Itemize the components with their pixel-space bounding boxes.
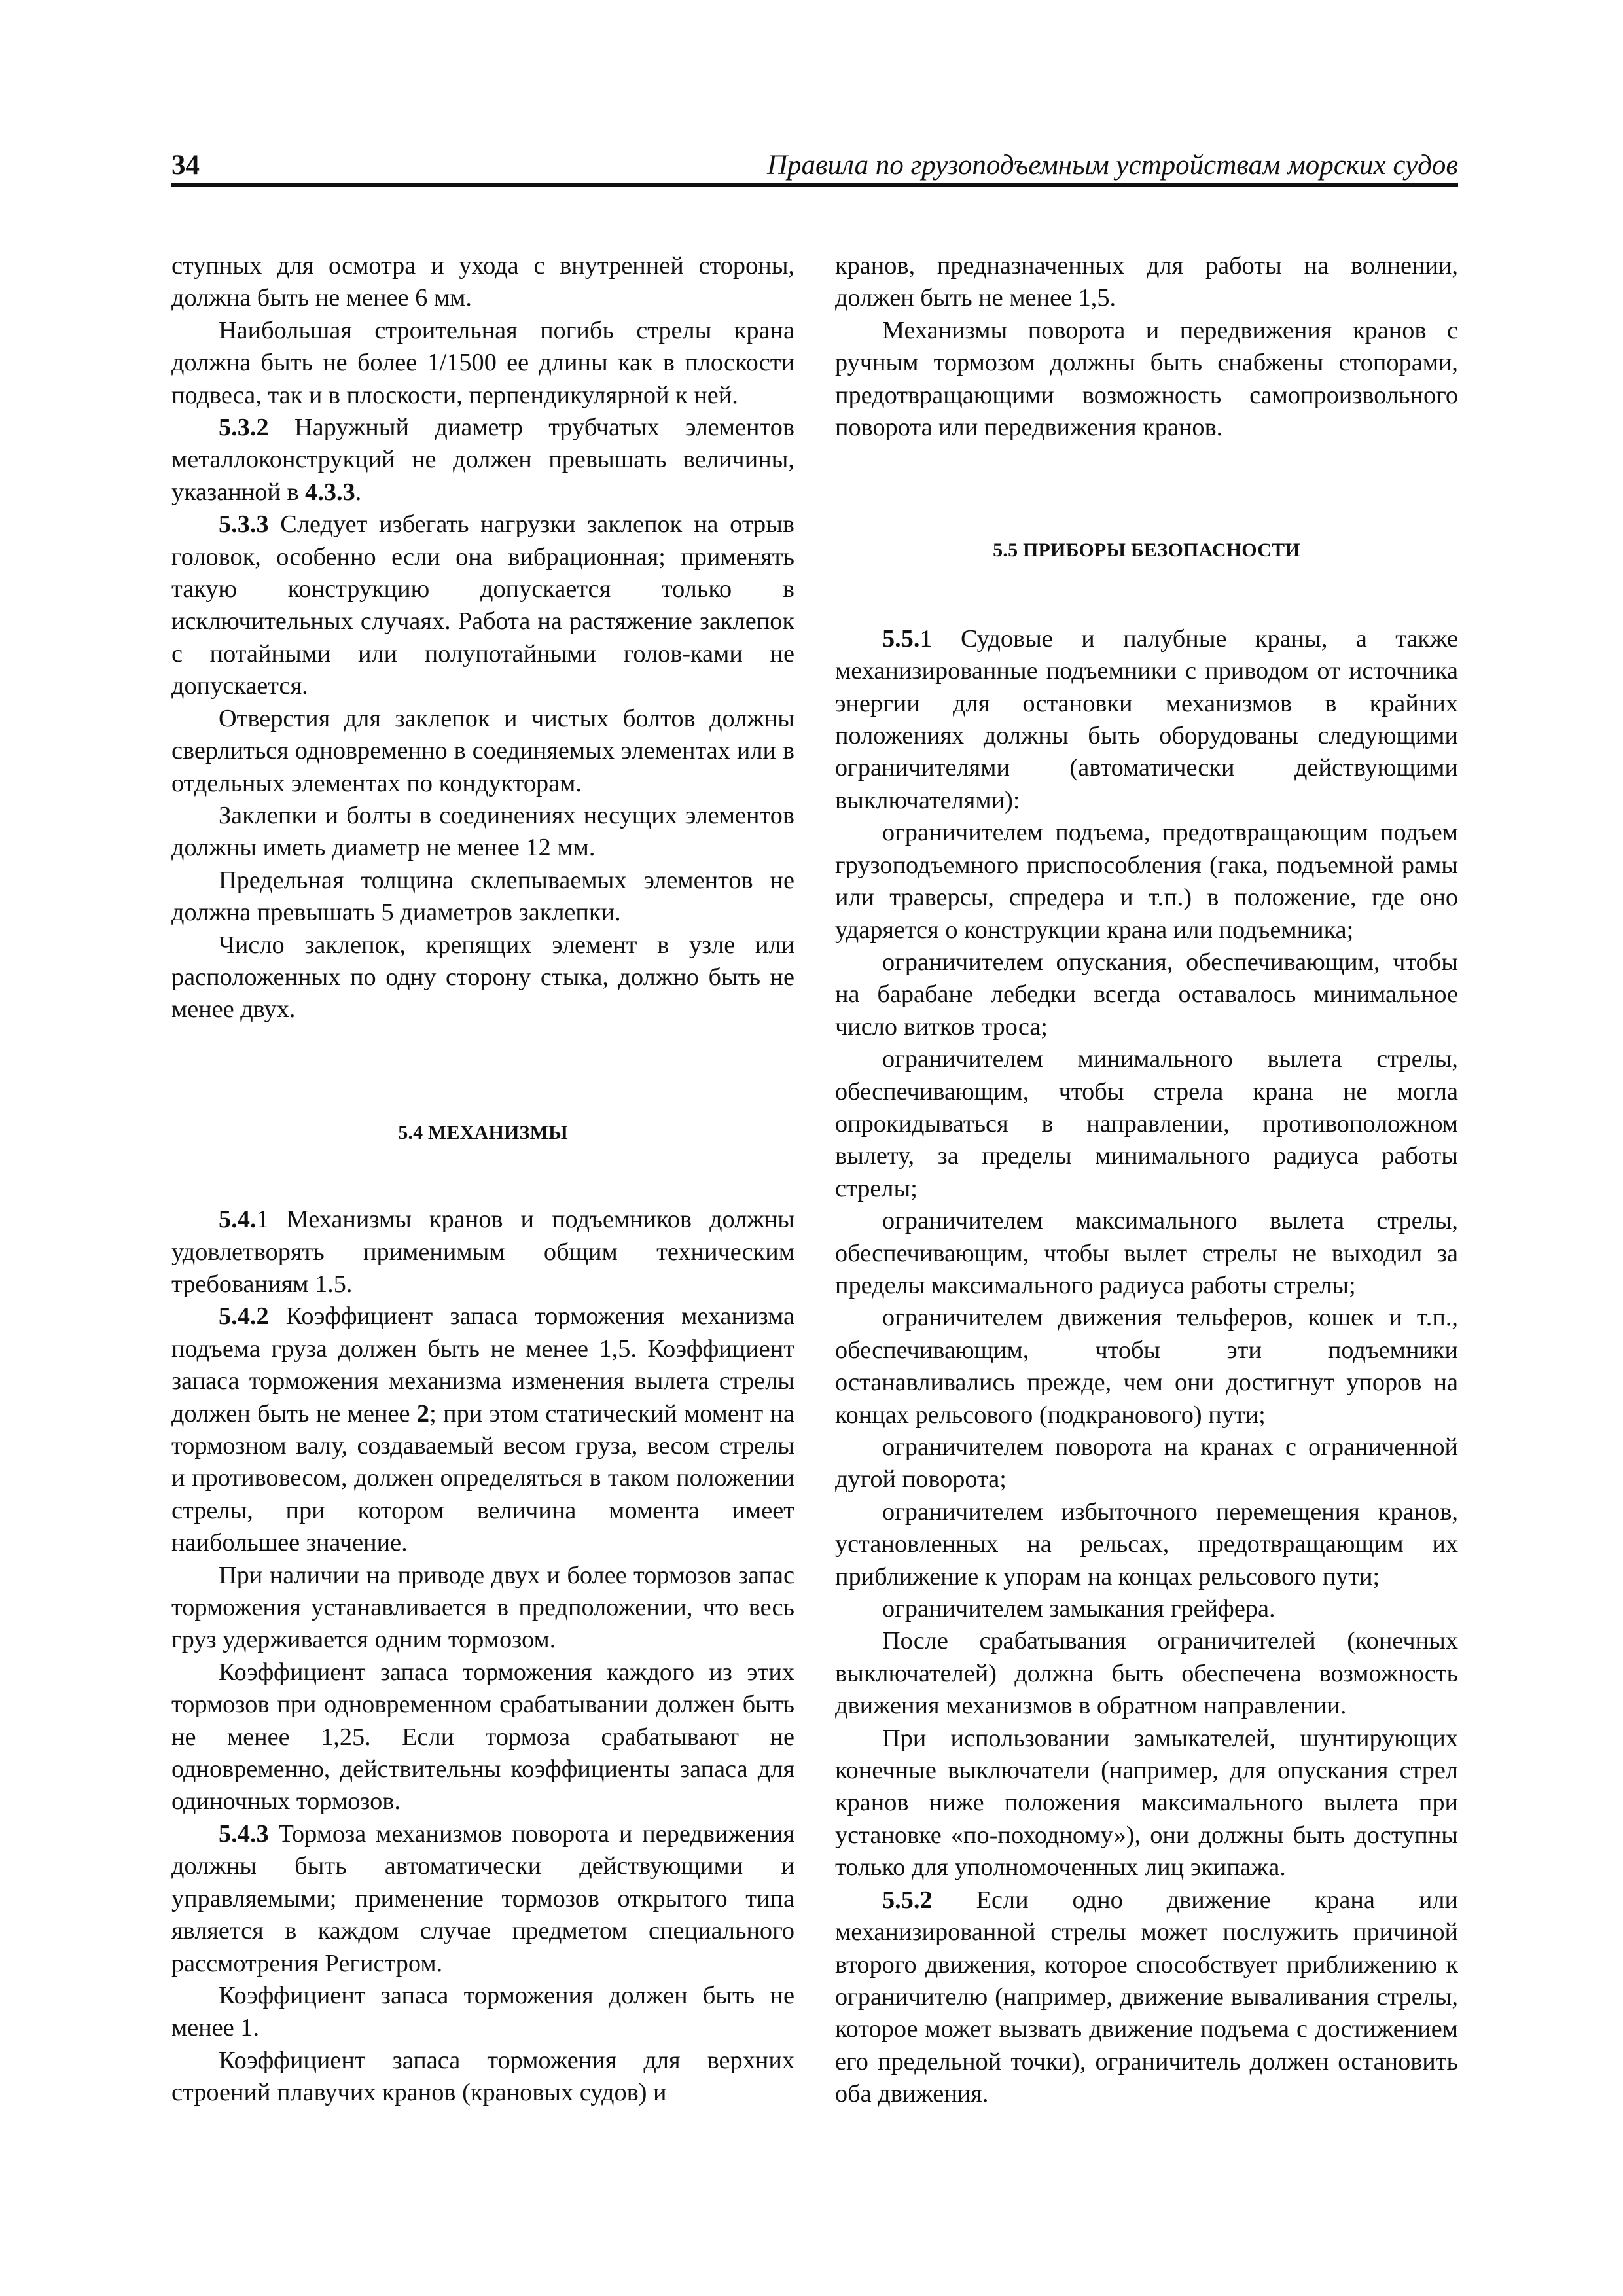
paragraph: Коэффициент запаса торможения должен быть не менее 1.: [171, 1981, 794, 2042]
paragraph: ступных для осмотра и ухода с внутренней стороны, должна быть не менее 6 мм.: [171, 252, 794, 312]
clause-number: 5.4.: [219, 1206, 257, 1234]
paragraph: После срабатывания ограничителей (конечных выключателей) должна быть обеспечена возможность движения механизмов в обратном направлении.: [835, 1627, 1458, 1720]
clause-5-5-2: [835, 1884, 1458, 2111]
paragraph: Отверстия для заклепок и чистых болтов должны сверлиться одновременно в соединяемых элементах или в отдельных элементах по кондукторам.: [171, 704, 794, 797]
right-column: [835, 250, 1458, 2111]
clause-text: 1 Судовые и палубные краны, а также механизированные подъемники с приводом от источника энергии для остановки механизмов в крайних положениях должны быть оборудованы следующими ограничителями (автоматически действующими выключателями):: [835, 624, 1458, 814]
clause-text-end: ; при этом статический момент на тормозном валу, создаваемый весом груза, весом стрелы и противовесом, должен определяться в таком положении стрелы, при котором величина момента имеет наибольшее значение.: [171, 1399, 794, 1557]
list-item: ограничителем подъема, предотвращающим подъем грузоподъемного приспособления (гака, подъемной рамы или траверсы, спредера и т.п.) в положение, где оно ударяется о конструкции крана или подъемника;: [835, 819, 1458, 944]
clause-text: 1 Механизмы кранов и подъемников должны удовлетворять применимым общим техническим требованиям 1.5.: [171, 1206, 794, 1298]
paragraph: При наличии на приводе двух и более тормозов запас торможения устанавливается в предположении, что весь груз удерживается одним тормозом.: [171, 1561, 794, 1654]
paragraph: Коэффициент запаса торможения для верхних строений плавучих кранов (крановых судов) и: [171, 2046, 794, 2107]
clause-text: Наружный диаметр трубчатых элементов металлоконструкций не должен превышать величины, указанной в: [171, 414, 794, 506]
list-item: ограничителем избыточного перемещения кранов, установленных на рельсах, предотвращающим их приближение к упорам на концах рельсового пути;: [835, 1498, 1458, 1590]
clause-text: Коэффициент запаса торможения механизма подъема груза должен быть не менее 1,5. Коэффициент запаса торможения механизма изменения вылета стрелы должен быть не менее: [171, 1302, 794, 1427]
clause-text-end: .: [355, 478, 362, 506]
list-item: ограничителем движения тельферов, кошек и т.п., обеспечивающим, чтобы эти подъемники останавливались прежде, чем они достигнут упоров на концах рельсового (подкранового) пути;: [835, 1304, 1458, 1429]
clause-text: Тормоза механизмов поворота и передвижения должны быть автоматически действующими и управляемыми; применение тормозов открытого типа является в каждом случае предметом специального рассмотрения Регистром.: [171, 1820, 794, 1977]
paragraph: Заклепки и болты в соединениях несущих элементов должны иметь диаметр не менее 12 мм.: [171, 801, 794, 862]
paragraph: Коэффициент запаса торможения каждого из этих тормозов при одновременном срабатывании должен быть не менее 1,25. Если тормоза срабатывают не одновременно, действительны коэффициенты запаса для одиночных тормозов.: [171, 1658, 794, 1816]
clause-number: 5.4.3: [219, 1820, 269, 1848]
clause-5-4-3: [171, 1818, 794, 1980]
section-heading-5-5: 5.5 ПРИБОРЫ БЕЗОПАСНОСТИ: [993, 539, 1300, 562]
paragraph: При использовании замыкателей, шунтирующих конечные выключатели (например, для опускания стрел кранов ниже положения максимального вылета при установке «по-походному»), они должны быть доступны только для уполномоченных лиц экипажа.: [835, 1724, 1458, 1882]
list-item: ограничителем минимального вылета стрелы, обеспечивающим, чтобы стрела крана не могла опрокидываться в направлении, противоположном вылету, за пределы минимального радиуса работы стрелы;: [835, 1045, 1458, 1202]
paragraph: Число заклепок, крепящих элемент в узле или расположенных по одну сторону стыка, должно быть не менее двух.: [171, 931, 794, 1024]
list-item: ограничителем замыкания грейфера.: [882, 1595, 1275, 1623]
list-item: ограничителем поворота на кранах с ограниченной дугой поворота;: [835, 1433, 1458, 1494]
list-item: ограничителем максимального вылета стрелы, обеспечивающим, чтобы вылет стрелы не выходил за пределы максимального радиуса работы стрелы;: [835, 1207, 1458, 1299]
section-heading-5-4: 5.4 МЕХАНИЗМЫ: [398, 1121, 568, 1143]
left-column: [171, 250, 794, 2109]
clause-number: 5.3.3: [219, 511, 269, 539]
clause-text: Следует избегать нагрузки заклепок на отрыв головок, особенно если она вибрационная; применять такую конструкцию допускается только в исключительных случаях. Работа на растяжение заклепок с потайными или полупотайными голов-ками не допускается.: [171, 511, 794, 700]
clause-5-3-2: [171, 412, 794, 509]
clause-5-4-2: [171, 1300, 794, 1559]
paragraph: кранов, предназначенных для работы на волнении, должен быть не менее 1,5.: [835, 252, 1458, 312]
clause-number: 5.3.2: [219, 414, 269, 442]
clause-reference: 4.3.3: [305, 478, 355, 506]
clause-number: 5.5.2: [882, 1886, 933, 1914]
running-title: Правила по грузоподъемным устройствам морских судов: [766, 150, 1458, 181]
clause-number: 5.5.: [882, 624, 920, 653]
clause-5-4-1: [171, 1204, 794, 1300]
page-header: [171, 143, 1458, 187]
clause-5-3-3: [171, 509, 794, 702]
paragraph: Предельная толщина склепываемых элементов не должна превышать 5 диаметров заклепки.: [171, 866, 794, 927]
clause-text: Если одно движение крана или механизированной стрелы может послужить причиной второго движения, которое способствует приближению к ограничителю (например, движение вываливания стрелы, которое может вызвать движение подъема с достижением его предельной точки), ограничитель должен остановить оба движения.: [835, 1886, 1458, 2108]
clause-5-5-1: [835, 623, 1458, 817]
clause-value: 2: [416, 1399, 430, 1427]
paragraph: Наибольшая строительная погибь стрелы крана должна быть не более 1/1500 ее длины как в плоскости подвеса, так и в плоскости, перпендикулярной к ней.: [171, 316, 794, 409]
paragraph: Механизмы поворота и передвижения кранов с ручным тормозом должны быть снабжены стопорами, предотвращающими возможность самопроизвольного поворота или передвижения кранов.: [835, 316, 1458, 442]
list-item: ограничителем опускания, обеспечивающим, чтобы на барабане лебедки всегда оставалось минимальное число витков троса;: [835, 948, 1458, 1041]
clause-number: 5.4.2: [219, 1302, 269, 1331]
page-number: 34: [171, 150, 200, 181]
